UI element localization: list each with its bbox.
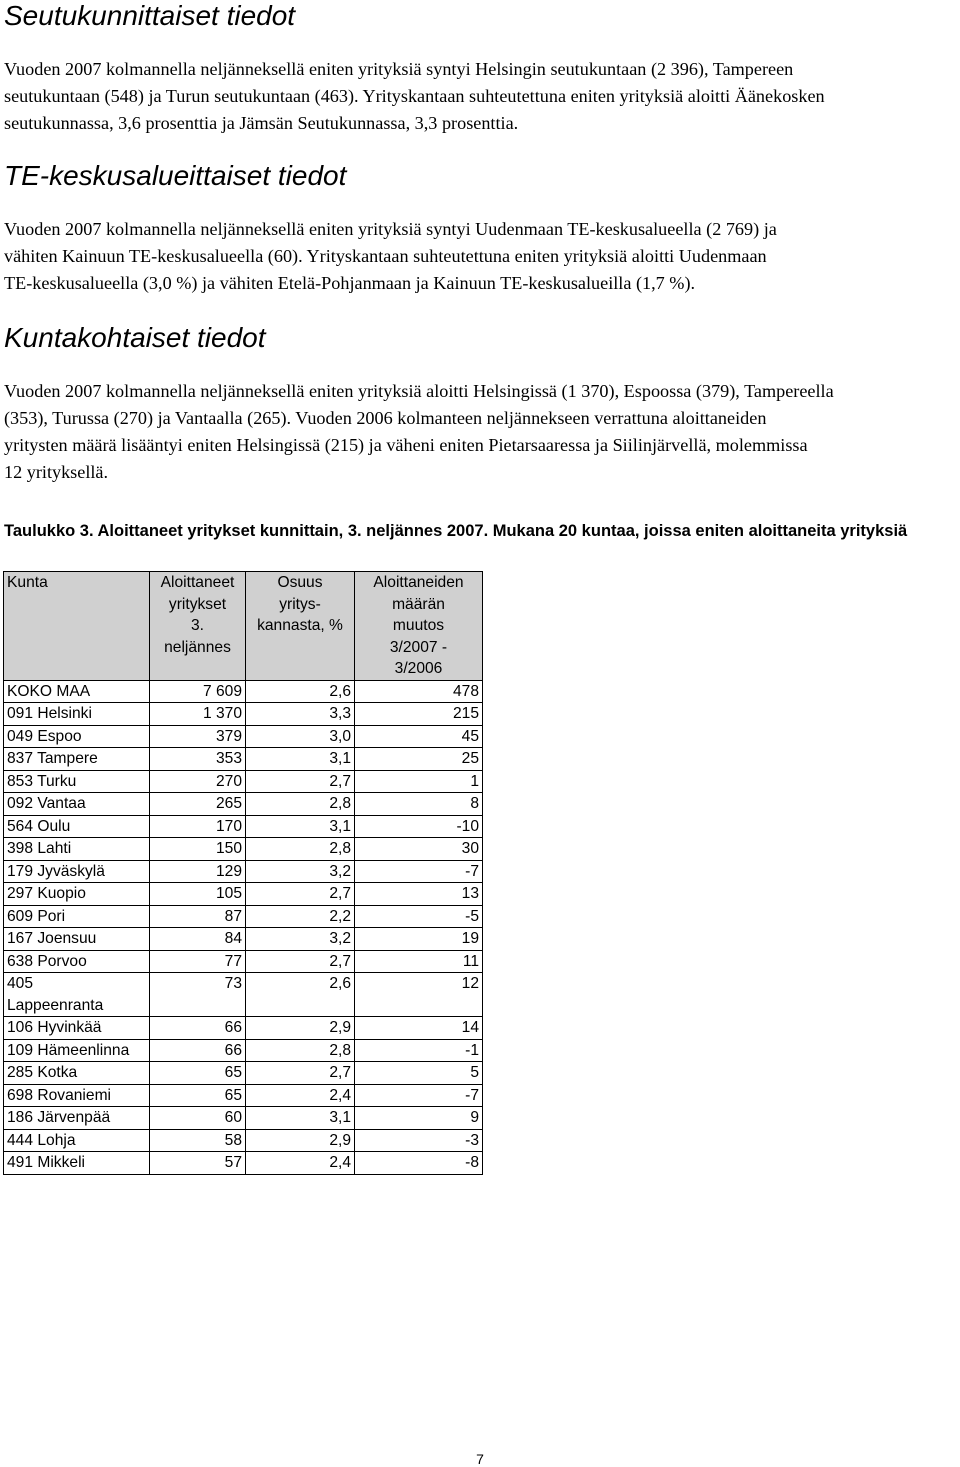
cell-aloittaneet: 60 (150, 1107, 246, 1130)
cell-osuus: 2,7 (246, 950, 355, 973)
table-row (4, 838, 483, 861)
header-line: muutos (392, 617, 445, 635)
paragraph-line: TE-keskusalueella (3,0 %) ja vähiten Etelä-Pohjanmaan ja Kainuun TE-keskusalueilla (1,7 %). (4, 273, 696, 293)
paragraph-te-keskus (4, 216, 957, 297)
cell-muutos: 25 (355, 748, 483, 771)
cell-muutos: 30 (355, 838, 483, 861)
table-row (4, 770, 483, 793)
cell-muutos: -10 (355, 815, 483, 838)
cell-osuus: 2,7 (246, 770, 355, 793)
table-row (4, 973, 483, 1017)
municipality-table (3, 571, 483, 1175)
table-row (4, 748, 483, 771)
cell-line: 297 Kuopio (7, 885, 86, 903)
header-line: Aloittaneiden (373, 574, 464, 591)
cell-aloittaneet: 87 (150, 905, 246, 928)
cell-kunta (4, 748, 150, 771)
header-line: yritys- (279, 595, 321, 613)
cell-muutos: -7 (355, 860, 483, 883)
header-kunta (4, 572, 150, 681)
cell-osuus: 2,6 (246, 973, 355, 1017)
table-row (4, 725, 483, 748)
section-heading-seutukunnat: Seutukunnittaiset tiedot (4, 0, 296, 31)
cell-kunta (4, 703, 150, 726)
cell-line: 638 Porvoo (7, 952, 87, 970)
cell-kunta (4, 928, 150, 951)
paragraph-seutukunnat (4, 56, 957, 137)
table-row (4, 950, 483, 973)
cell-osuus: 2,6 (246, 680, 355, 703)
table-row (4, 883, 483, 906)
cell-line: 106 Hyvinkää (7, 1019, 102, 1037)
header-muutos (355, 572, 483, 681)
cell-line: 698 Rovaniemi (7, 1086, 112, 1104)
paragraph-line: Vuoden 2007 kolmannella neljänneksellä eniten yrityksiä syntyi Uudenmaan TE-keskusalueella (2 769) ja (4, 219, 777, 239)
cell-aloittaneet: 7 609 (150, 680, 246, 703)
cell-osuus: 3,2 (246, 860, 355, 883)
cell-line: 398 Lahti (7, 840, 72, 858)
cell-kunta (4, 1107, 150, 1130)
cell-osuus: 3,1 (246, 1107, 355, 1130)
cell-aloittaneet: 105 (150, 883, 246, 906)
paragraph-kunnat (4, 378, 957, 486)
cell-osuus: 3,0 (246, 725, 355, 748)
cell-osuus: 2,7 (246, 1062, 355, 1085)
cell-osuus: 2,9 (246, 1017, 355, 1040)
table-body (4, 680, 483, 1174)
cell-muutos: 19 (355, 928, 483, 951)
table-caption: Taulukko 3. Aloittaneet yritykset kunnittain, 3. neljännes 2007. Mukana 20 kuntaa, joissa eniten aloittaneita yrityksiä (4, 522, 908, 540)
cell-muutos: 13 (355, 883, 483, 906)
table-row (4, 703, 483, 726)
cell-muutos: 14 (355, 1017, 483, 1040)
cell-line: 853 Turku (7, 772, 77, 790)
paragraph-line: 12 yrityksellä. (4, 462, 109, 482)
cell-aloittaneet: 58 (150, 1129, 246, 1152)
cell-kunta (4, 1084, 150, 1107)
paragraph-line: seutukuntaan (548) ja Turun seutukuntaan (463). Yrityskantaan suhteutettuna eniten yrityksiä aloitti Äänekosken (4, 86, 825, 106)
cell-muutos: 45 (355, 725, 483, 748)
cell-kunta (4, 973, 150, 1017)
section-heading-te-keskus: TE-keskusalueittaiset tiedot (4, 160, 347, 191)
cell-aloittaneet: 379 (150, 725, 246, 748)
header-line: kannasta, % (257, 617, 343, 635)
cell-kunta (4, 905, 150, 928)
table-row (4, 1062, 483, 1085)
cell-line: 405 (7, 975, 34, 993)
section-heading-kunnat: Kuntakohtaiset tiedot (4, 322, 266, 353)
cell-muutos: 5 (355, 1062, 483, 1085)
header-line: yritykset (168, 595, 227, 613)
cell-osuus: 2,8 (246, 1039, 355, 1062)
cell-muutos: 478 (355, 680, 483, 703)
cell-osuus: 3,1 (246, 748, 355, 771)
cell-aloittaneet: 84 (150, 928, 246, 951)
header-osuus (246, 572, 355, 681)
header-line: Osuus (277, 574, 323, 591)
header-line: 3/2007 - (389, 638, 448, 656)
cell-line: 285 Kotka (7, 1064, 78, 1082)
table-header (4, 572, 483, 681)
cell-kunta (4, 1152, 150, 1175)
cell-aloittaneet: 57 (150, 1152, 246, 1175)
cell-aloittaneet: 170 (150, 815, 246, 838)
cell-muutos: 8 (355, 793, 483, 816)
cell-aloittaneet: 265 (150, 793, 246, 816)
cell-line: Lappeenranta (7, 996, 104, 1014)
table-row (4, 1017, 483, 1040)
cell-osuus: 3,2 (246, 928, 355, 951)
header-line: Aloittaneet (160, 574, 235, 591)
cell-kunta (4, 1129, 150, 1152)
table-row (4, 860, 483, 883)
cell-muutos: 1 (355, 770, 483, 793)
paragraph-line: seutukunnassa, 3,6 prosenttia ja Jämsän Seutukunnassa, 3,3 prosenttia. (4, 113, 519, 133)
cell-aloittaneet: 353 (150, 748, 246, 771)
table-header-row (4, 572, 483, 681)
cell-osuus: 2,4 (246, 1152, 355, 1175)
cell-muutos: 12 (355, 973, 483, 1017)
cell-osuus: 2,9 (246, 1129, 355, 1152)
cell-aloittaneet: 66 (150, 1017, 246, 1040)
cell-osuus: 2,8 (246, 793, 355, 816)
cell-muutos: -3 (355, 1129, 483, 1152)
table-row (4, 1107, 483, 1130)
cell-line: 186 Järvenpää (7, 1109, 111, 1127)
cell-kunta (4, 815, 150, 838)
cell-osuus: 2,4 (246, 1084, 355, 1107)
cell-line: 609 Pori (7, 907, 66, 925)
table-row (4, 928, 483, 951)
paragraph-line: (353), Turussa (270) ja Vantaalla (265). Vuoden 2006 kolmanteen neljännekseen verrattuna aloittaneiden (4, 408, 767, 428)
cell-line: 491 Mikkeli (7, 1154, 85, 1172)
cell-kunta (4, 860, 150, 883)
cell-kunta (4, 883, 150, 906)
cell-line: 092 Vantaa (7, 795, 86, 813)
cell-kunta (4, 770, 150, 793)
table-row (4, 1152, 483, 1175)
table-row (4, 680, 483, 703)
header-aloittaneet (150, 572, 246, 681)
cell-aloittaneet: 66 (150, 1039, 246, 1062)
cell-osuus: 3,1 (246, 815, 355, 838)
cell-osuus: 2,2 (246, 905, 355, 928)
paragraph-line: Vuoden 2007 kolmannella neljänneksellä eniten yrityksiä syntyi Helsingin seutukuntaan (2 396), Tampereen (4, 59, 794, 79)
cell-line: 444 Lohja (7, 1131, 76, 1149)
table-row (4, 815, 483, 838)
cell-osuus: 2,7 (246, 883, 355, 906)
cell-line: 167 Joensuu (7, 930, 97, 948)
cell-aloittaneet: 65 (150, 1084, 246, 1107)
cell-line: 564 Oulu (7, 817, 71, 835)
paragraph-line: vähiten Kainuun TE-keskusalueella (60). Yrityskantaan suhteutettuna eniten yrityksiä aloitti Uudenmaan (4, 246, 767, 266)
cell-kunta (4, 725, 150, 748)
cell-muutos: -7 (355, 1084, 483, 1107)
header-line: 3/2006 (394, 660, 443, 678)
cell-kunta (4, 680, 150, 703)
cell-aloittaneet: 73 (150, 973, 246, 1017)
cell-line: 837 Tampere (7, 750, 98, 768)
cell-line: 179 Jyväskylä (7, 862, 105, 880)
cell-line: KOKO MAA (7, 682, 91, 700)
cell-osuus: 2,8 (246, 838, 355, 861)
cell-aloittaneet: 270 (150, 770, 246, 793)
cell-osuus: 3,3 (246, 703, 355, 726)
cell-kunta (4, 1039, 150, 1062)
cell-line: 049 Espoo (7, 727, 82, 745)
cell-muutos: -8 (355, 1152, 483, 1175)
cell-aloittaneet: 77 (150, 950, 246, 973)
cell-kunta (4, 1062, 150, 1085)
cell-kunta (4, 838, 150, 861)
page-number: 7 (476, 1451, 484, 1467)
table-row (4, 905, 483, 928)
cell-kunta (4, 950, 150, 973)
header-line: määrän (392, 595, 445, 613)
table-row (4, 1039, 483, 1062)
cell-aloittaneet: 150 (150, 838, 246, 861)
cell-line: 109 Hämeenlinna (7, 1041, 130, 1059)
cell-kunta (4, 1017, 150, 1040)
cell-muutos: 11 (355, 950, 483, 973)
paragraph-line: Vuoden 2007 kolmannella neljänneksellä eniten yrityksiä aloitti Helsingissä (1 370), Espoossa (379), Tampereella (4, 381, 834, 401)
header-line: Kunta (7, 574, 48, 591)
cell-muutos: -1 (355, 1039, 483, 1062)
cell-aloittaneet: 65 (150, 1062, 246, 1085)
header-line: neljännes (164, 638, 231, 656)
cell-aloittaneet: 129 (150, 860, 246, 883)
cell-muutos: 9 (355, 1107, 483, 1130)
cell-muutos: 215 (355, 703, 483, 726)
table-row (4, 793, 483, 816)
paragraph-line: yritysten määrä lisääntyi eniten Helsingissä (215) ja väheni eniten Pietarsaaressa ja Siilinjärvellä, molemmissa (4, 435, 808, 455)
cell-kunta (4, 793, 150, 816)
header-line: 3. (190, 617, 204, 635)
table-row (4, 1129, 483, 1152)
table-row (4, 1084, 483, 1107)
cell-line: 091 Helsinki (7, 705, 92, 723)
cell-aloittaneet: 1 370 (150, 703, 246, 726)
cell-muutos: -5 (355, 905, 483, 928)
